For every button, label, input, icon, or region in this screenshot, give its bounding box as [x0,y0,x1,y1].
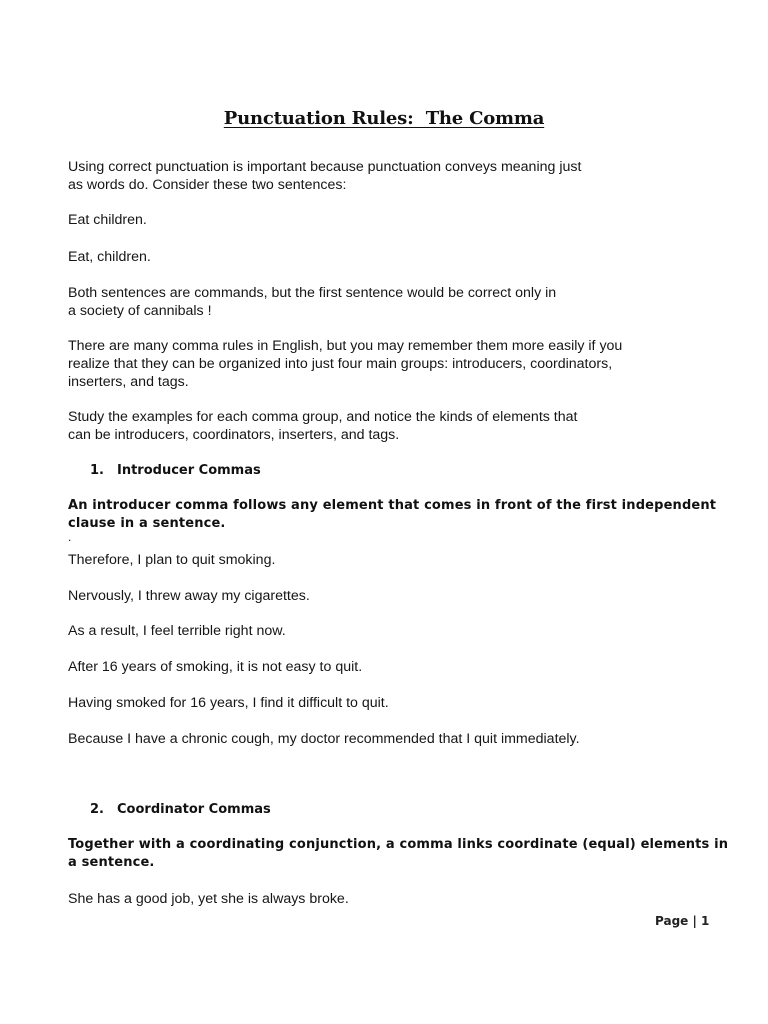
example-sentence-1: Eat children. [68,212,147,228]
section-1-example: Because I have a chronic cough, my doctor recommended that I quit immediately. [68,731,580,747]
section-1-example: After 16 years of smoking, it is not easy to quit. [68,659,363,675]
commands-line: a society of cannibals ! [68,303,212,319]
intro-line: as words do. Consider these two sentences: [68,177,347,193]
section-2-heading [90,801,271,819]
section-1-heading [90,462,261,480]
section-1-title: Introducer Commas [117,463,261,478]
intro-paragraph [68,158,581,194]
groups-paragraph [68,337,622,391]
groups-line: realize that they can be organized into just four main groups: introducers, coordinators, [68,356,613,372]
rule-line: An introducer comma follows any element that comes in front of the first independent [68,498,717,513]
section-2-rule [68,836,728,872]
study-line: Study the examples for each comma group, and notice the kinds of elements that [68,409,578,425]
rule-line: clause in a sentence. [68,516,226,531]
rule-line: a sentence. [68,855,155,870]
groups-line: inserters, and tags. [68,374,189,390]
document-title: Punctuation Rules: The Comma [223,108,545,129]
example-sentence-2: Eat, children. [68,249,151,265]
section-2-number: 2. [90,802,104,817]
section-1-number: 1. [90,463,104,478]
section-1-rule [68,497,716,533]
groups-line: There are many comma rules in English, but you may remember them more easily if you [68,338,623,354]
study-paragraph [68,408,577,444]
section-1-example: As a result, I feel terrible right now. [68,623,286,639]
section-1-example: Nervously, I threw away my cigarettes. [68,588,310,604]
section-1-example: Having smoked for 16 years, I find it difficult to quit. [68,695,389,711]
section-1-example: Therefore, I plan to quit smoking. [68,552,276,568]
commands-paragraph [68,284,556,320]
page-number-footer: Page | 1 [655,914,710,928]
section-2-example: She has a good job, yet she is always broke. [68,891,349,907]
study-line: can be introducers, coordinators, inserters, and tags. [68,427,400,443]
intro-line: Using correct punctuation is important because punctuation conveys meaning just [68,159,582,175]
section-2-title: Coordinator Commas [117,802,271,817]
commands-line: Both sentences are commands, but the first sentence would be correct only in [68,285,557,301]
rule-line: Together with a coordinating conjunction, a comma links coordinate (equal) elements in [68,837,729,852]
stray-period: . [68,530,72,544]
